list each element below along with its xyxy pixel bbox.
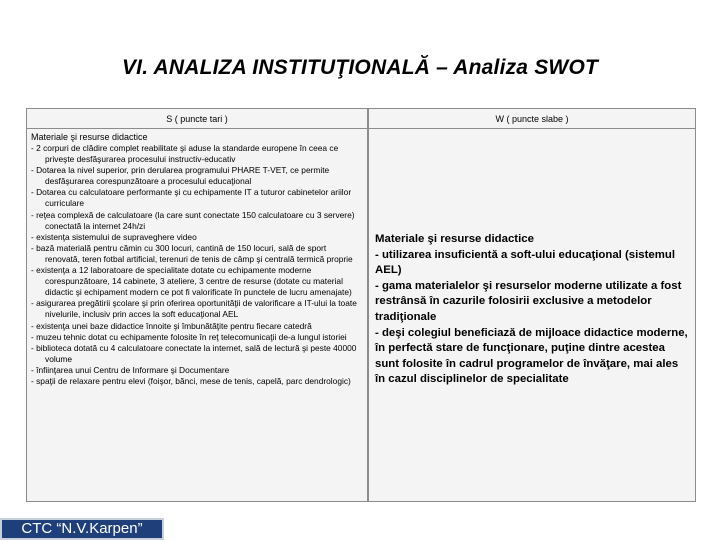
strength-item: - Dotarea la nivel superior, prin derularea programului PHARE T-VET, ce permite desfăşurarea corespunzătoare a procesului educaţional xyxy=(31,165,330,187)
strengths-cell xyxy=(26,128,368,502)
strength-item: - asigurarea pregătirii şcolare şi prin oferirea oportunităţii de valorificare a IT-ului la toate nivelurile, inclusiv prin acces la soft educaţional AEL xyxy=(31,298,357,320)
weaknesses-cell xyxy=(368,128,696,502)
strengths-list xyxy=(31,143,363,387)
weaknesses-heading: Materiale şi resurse didactice xyxy=(375,233,534,245)
strength-item: - 2 corpuri de clădire complet reabilitate şi aduse la standarde europene în ceea ce priveşte desfăşurarea procesului instructiv-educativ xyxy=(31,143,339,165)
weaknesses-header: W ( puncte slabe ) xyxy=(368,108,696,130)
strength-item: - înfiinţarea unui Centru de Informare şi Documentare xyxy=(31,364,230,375)
strength-item: - Dotarea cu calculatoare performante şi cu echipamente IT a tuturor cabinetelor ariilor curriculare xyxy=(31,187,352,209)
footer-label: CTC “N.V.Karpen” xyxy=(0,518,164,540)
weaknesses-list xyxy=(375,248,691,388)
slide-title: VI. ANALIZA INSTITUŢIONALĂ – Analiza SWOT xyxy=(121,56,599,79)
strengths-header: S ( puncte tari ) xyxy=(26,108,368,130)
strength-item: - reţea complexă de calculatoare (la care sunt conectate 150 calculatoare cu 3 servere) conectată la internet 24h/zi xyxy=(31,209,355,231)
strength-item: - bază materială pentru cămin cu 300 locuri, cantină de 150 locuri, sală de sport renovată, teren fotbal artificial, terenuri de tenis de câmp şi centrală termică proprie xyxy=(31,242,353,264)
weakness-item: - deşi colegiul beneficiază de mijloace didactice moderne, în perfectă stare de funcţionare, puţine dintre acestea sunt folosite în cadrul programelor de învăţare, mai ales în cazul disciplinelor de specialitate xyxy=(375,326,688,386)
weakness-item: - utilizarea insuficientă a soft-ului educaţional (sistemul AEL) xyxy=(375,248,676,277)
strengths-heading: Materiale şi resurse didactice xyxy=(31,132,148,142)
strength-item: - existenţa unei baze didactice înnoite şi îmbunătăţite pentru fiecare catedră xyxy=(31,320,312,331)
strength-item: - existenţa sistemului de supraveghere video xyxy=(31,231,197,242)
weaknesses-content xyxy=(375,232,691,388)
strength-item: - spaţii de relaxare pentru elevi (foişor, bănci, mese de tenis, capelă, parc dendrologic) xyxy=(31,375,351,386)
weakness-item: - gama materialelor şi resurselor moderne utilizate a fost restrânsă în cazurile folosirii exclusive a metodelor tradiţionale xyxy=(375,279,682,323)
strength-item: - biblioteca dotată cu 4 calculatoare conectate la internet, sală de lectură şi peste 40000 volume xyxy=(31,342,357,364)
strength-item: - muzeu tehnic dotat cu echipamente folosite în reţ telecomunicaţii de-a lungul istoriei xyxy=(31,331,347,342)
strength-item: - existenţa a 12 laboratoare de specialitate dotate cu echipamente moderne corespunzătoare, 14 cabinete, 3 ateliere, 3 centre de resurse (dotate cu material didactic şi echipament modern ce pot fi valorificate în punctele de lucru amenajate) xyxy=(31,265,352,298)
